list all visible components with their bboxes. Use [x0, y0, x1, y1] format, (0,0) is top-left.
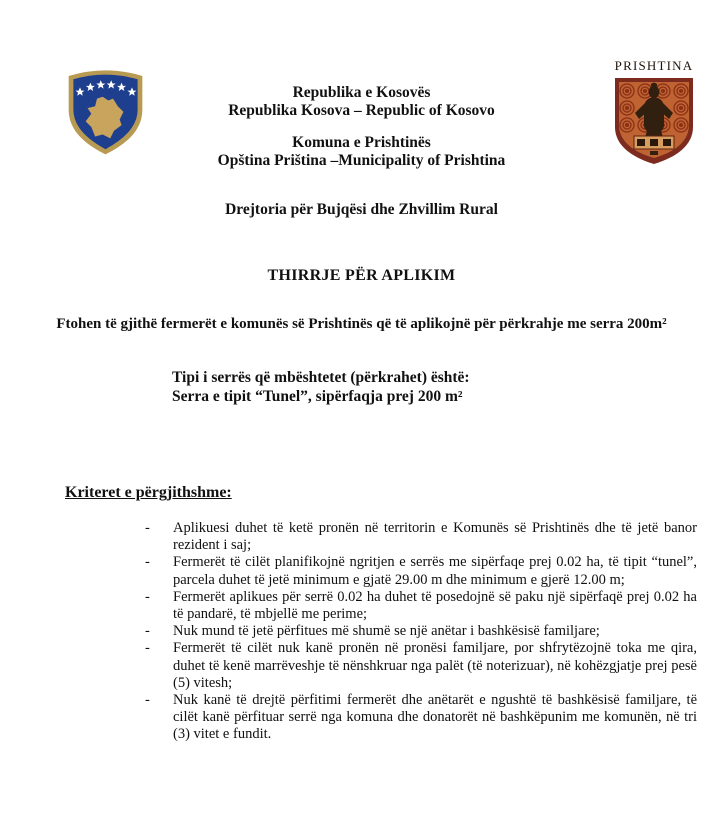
- greenhouse-type-line1: Tipi i serrës që mbështetet (përkrahet) është:: [172, 369, 470, 386]
- criteria-heading: Kriteret e përgjithshme:: [65, 484, 232, 501]
- greenhouse-type-block: [172, 369, 470, 406]
- republic-name-multilang: Republika Kosova – Republic of Kosovo: [228, 102, 495, 119]
- directorate-line: Drejtoria për Bujqësi dhe Zhvillim Rural: [225, 201, 498, 218]
- criteria-item: [141, 623, 697, 640]
- bullet-marker: -: [145, 640, 150, 657]
- criteria-item-text: Fermerët të cilët nuk kanë pronën në pronësi familjare, por shfrytëzojnë toka me qira, duhet të kenë marrëveshje të nënshkruar nga palët (të noterizuar), në kohëzgjatje prej pesë (5) vitesh;: [173, 640, 697, 691]
- criteria-item: [141, 520, 697, 554]
- municipality-name-multilang: Opština Priština –Municipality of Prishtina: [217, 152, 506, 169]
- criteria-item-text: Aplikuesi duhet të ketë pronën në territorin e Komunës së Prishtinës dhe të jetë banor rezident i saj;: [173, 520, 697, 554]
- criteria-item-text: Fermerët të cilët planifikojnë ngritjen e serrës me sipërfaqe prej 0.02 ha, të tipit “tunel”, parcela duhet të jetë minimum e gjatë 29.00 m dhe minimum e gjerë 12.00 m;: [173, 554, 697, 588]
- criteria-item: [141, 589, 697, 623]
- republic-name-sq: Republika e Kosovës: [292, 84, 431, 101]
- prishtina-label: PRISHTINA: [614, 58, 694, 73]
- bullet-marker: -: [145, 623, 150, 640]
- criteria-item-text: Nuk kanë të drejtë përfitimi fermerët dhe anëtarët e ngushtë të bashkësisë familjare, të cilët kanë përfituar serrë nga komuna dhe donatorët në bashkëpunim me komunën, në tri (3) vitet e fundit.: [173, 692, 697, 743]
- document-title: THIRRJE PËR APLIKIM: [267, 267, 456, 284]
- bullet-marker: -: [145, 554, 150, 571]
- criteria-item: [141, 640, 697, 692]
- criteria-item-text: Fermerët aplikues për serrë 0.02 ha duhet të posedojnë së paku një sipërfaqë prej 0.02 ha të pandarë, të mbjellë me perime;: [173, 588, 697, 623]
- bullet-marker: -: [145, 692, 150, 709]
- criteria-item-text: Nuk mund të jetë përfitues më shumë se një anëtar i bashkësisë familjare;: [173, 623, 600, 640]
- document-header: [0, 84, 723, 170]
- bullet-marker: -: [145, 588, 150, 605]
- criteria-item: [141, 692, 697, 744]
- municipality-name-sq: Komuna e Prishtinës: [292, 134, 431, 151]
- criteria-list: [141, 520, 697, 744]
- invitation-line: Ftohen të gjithë fermerët e komunës së Prishtinës që të aplikojnë për përkrahje me serra 200m²: [56, 316, 667, 332]
- greenhouse-type-line2: Serra e tipit “Tunel”, sipërfaqja prej 200 m²: [172, 387, 463, 405]
- bullet-marker: -: [145, 520, 150, 536]
- criteria-item: [141, 554, 697, 588]
